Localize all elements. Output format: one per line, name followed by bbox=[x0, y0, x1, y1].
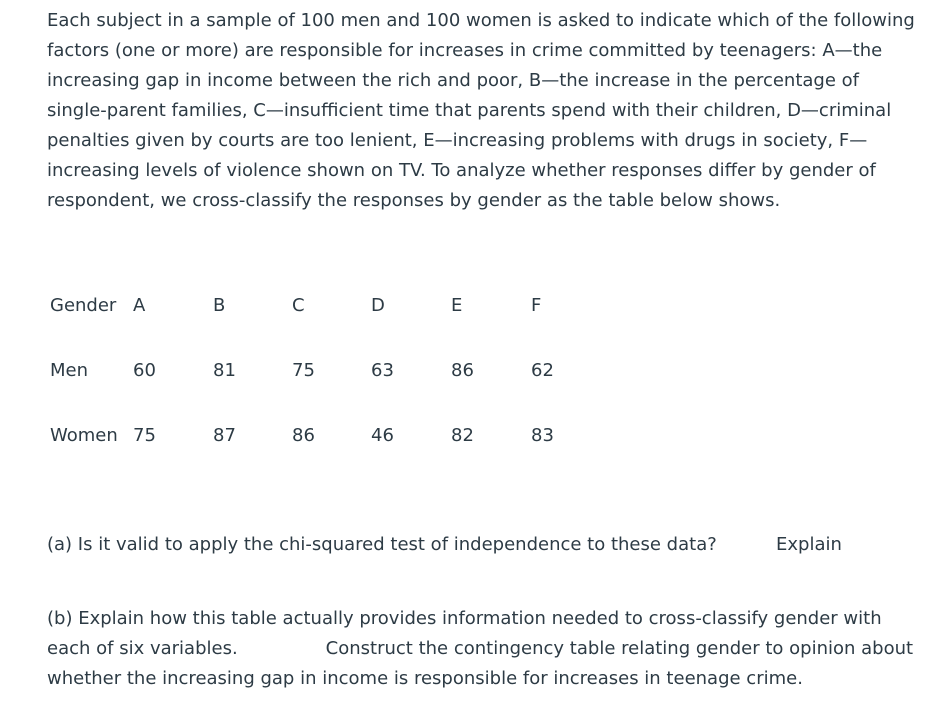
question-b-part1: (b) Explain how this table actually provides information needed to cross-classify gender with each of six variables. bbox=[47, 608, 882, 659]
question-a-text: (a) Is it valid to apply the chi-squared test of independence to these data? bbox=[47, 534, 717, 555]
cell-women-e: 82 bbox=[451, 425, 474, 446]
cell-men-f: 62 bbox=[531, 360, 554, 381]
header-a: A bbox=[133, 295, 146, 316]
header-b: B bbox=[213, 295, 226, 316]
cell-men-e: 86 bbox=[451, 360, 474, 381]
cell-women-f: 83 bbox=[531, 425, 554, 446]
question-a-explain: Explain bbox=[776, 534, 842, 555]
row-label: Men bbox=[50, 360, 89, 381]
row-label: Women bbox=[50, 425, 118, 446]
cell-men-d: 63 bbox=[371, 360, 394, 381]
header-f: F bbox=[531, 295, 542, 316]
cell-women-d: 46 bbox=[371, 425, 394, 446]
cell-women-c: 86 bbox=[292, 425, 315, 446]
cell-men-a: 60 bbox=[133, 360, 156, 381]
header-e: E bbox=[451, 295, 463, 316]
cell-men-c: 75 bbox=[292, 360, 315, 381]
question-b bbox=[47, 604, 922, 694]
cell-women-a: 75 bbox=[133, 425, 156, 446]
question-a bbox=[47, 530, 917, 560]
question-b-part2: Construct the contingency table relating gender to opinion about whether the increasing gap in income is responsible for increases in teenage crime. bbox=[47, 638, 914, 689]
header-d: D bbox=[371, 295, 385, 316]
cell-women-b: 87 bbox=[213, 425, 236, 446]
problem-intro: Each subject in a sample of 100 men and 100 women is asked to indicate which of the following factors (one or more) are responsible for increases in crime committed by teenagers: A—the increasing gap in income between the rich and poor, B—the increase in the percentage of single-parent families, C—insufficient time that parents spend with their children, D—criminal penalties given by courts are too lenient, E—increasing problems with drugs in society, F—increasing levels of violence shown on TV. To analyze whether responses differ by gender of respondent, we cross-classify the responses by gender as the table below shows. bbox=[47, 10, 915, 211]
cell-men-b: 81 bbox=[213, 360, 236, 381]
header-c: C bbox=[292, 295, 305, 316]
header-gender: Gender bbox=[50, 295, 117, 316]
